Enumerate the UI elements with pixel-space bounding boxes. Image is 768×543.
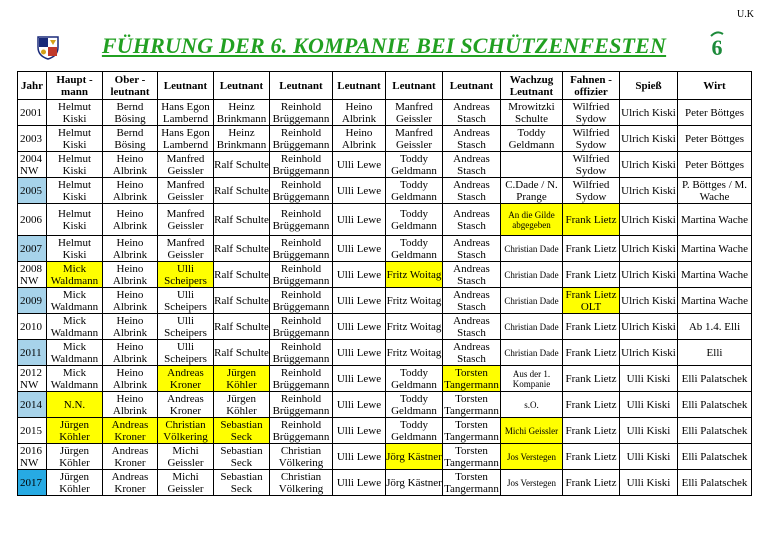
table-cell: Fritz Woitag — [386, 288, 443, 314]
year-cell: 2010 — [18, 314, 47, 340]
year-cell: 2014 — [18, 392, 47, 418]
table-cell: Heinz Brinkmann — [214, 126, 270, 152]
table-cell: Mick Waldmann — [47, 288, 103, 314]
table-cell: Manfred Geissler — [386, 100, 443, 126]
table-cell: Christian Dade — [501, 262, 563, 288]
column-header: Fahnen - offizier — [563, 72, 620, 100]
table-cell: Ulli Lewe — [333, 444, 386, 470]
table-cell: Jürgen Köhler — [214, 366, 270, 392]
table-cell: Aus der 1. Kompanie — [501, 366, 563, 392]
column-header: Leutnant — [214, 72, 270, 100]
table-cell: Andreas Stasch — [443, 236, 501, 262]
table-cell: Bernd Bösing — [103, 100, 158, 126]
table-cell: Heino Albrink — [103, 314, 158, 340]
table-cell: Michi Geissler — [501, 418, 563, 444]
table-cell: Mrowitzki Schulte — [501, 100, 563, 126]
table-cell: Ulli Scheipers — [158, 262, 214, 288]
column-header: Spieß — [620, 72, 678, 100]
table-cell: Reinhold Brüggemann — [270, 392, 333, 418]
table-cell: Heino Albrink — [103, 340, 158, 366]
table-cell: Heino Albrink — [103, 204, 158, 236]
table-row — [18, 470, 752, 496]
table-cell: Manfred Geissler — [158, 152, 214, 178]
table-cell: Reinhold Brüggemann — [270, 126, 333, 152]
table-cell: Elli Palatschek — [678, 366, 752, 392]
year-cell: 2016 NW — [18, 444, 47, 470]
table-cell: Frank Lietz — [563, 444, 620, 470]
table-cell: Sebastian Seck — [214, 418, 270, 444]
column-header: Leutnant — [270, 72, 333, 100]
table-cell: Ulrich Kiski — [620, 204, 678, 236]
year-cell: 2001 — [18, 100, 47, 126]
table-cell: Helmut Kiski — [47, 152, 103, 178]
table-cell: Michi Geissler — [158, 444, 214, 470]
table-row — [18, 444, 752, 470]
table-cell: Manfred Geissler — [158, 178, 214, 204]
table-cell: Torsten Tangermann — [444, 392, 499, 417]
column-header: Wachzug Leutnant — [501, 72, 563, 100]
table-cell: Reinhold Brüggemann — [270, 152, 333, 178]
table-cell: Reinhold Brüggemann — [270, 236, 333, 262]
table-cell: Reinhold Brüggemann — [270, 366, 333, 392]
table-cell: Frank Lietz — [563, 392, 620, 418]
page-title: FÜHRUNG DER 6. KOMPANIE BEI SCHÜTZENFESTEN — [101, 33, 667, 58]
table-cell: N.N. — [47, 392, 103, 418]
table-cell: Ralf Schulte — [214, 262, 270, 288]
table-cell: Ulli Scheipers — [158, 288, 214, 314]
table-cell: Toddy Geldmann — [386, 178, 443, 204]
table-cell: Mick Waldmann — [47, 366, 103, 392]
table-row — [18, 418, 752, 444]
table-cell: Bernd Bösing — [103, 126, 158, 152]
year-cell: 2008 NW — [18, 262, 47, 288]
table-cell: Elli — [678, 340, 752, 366]
table-cell: Wilfried Sydow — [563, 152, 620, 178]
table-cell: C.Dade / N. Prange — [501, 178, 563, 204]
table-cell: Christian Dade — [501, 314, 563, 340]
table-cell: Ulli Kiski — [620, 470, 678, 496]
svg-text:6: 6 — [711, 35, 723, 60]
table-cell: Andreas Stasch — [443, 340, 501, 366]
table-cell: Frank Lietz OLT — [563, 288, 620, 314]
table-cell: Frank Lietz — [563, 314, 620, 340]
table-cell: Christian Dade — [501, 288, 563, 314]
table-cell: Ulli Lewe — [333, 418, 386, 444]
table-cell: Ulli Lewe — [333, 204, 386, 236]
table-cell: Ralf Schulte — [214, 178, 270, 204]
table-row — [18, 392, 752, 418]
table-cell: Martina Wache — [678, 204, 752, 236]
table-cell: Jürgen Köhler — [47, 470, 103, 496]
year-cell: 2005 — [18, 178, 47, 204]
table-cell: Reinhold Brüggemann — [270, 100, 333, 126]
column-header: Leutnant — [443, 72, 501, 100]
table-cell: Christian Dade — [501, 340, 563, 366]
table-cell: Reinhold Brüggemann — [270, 288, 333, 314]
table-cell: Manfred Geissler — [158, 236, 214, 262]
table-cell: Frank Lietz — [563, 262, 620, 288]
table-row — [18, 366, 752, 392]
table-cell: Toddy Geldmann — [501, 126, 563, 152]
year-cell: 2003 — [18, 126, 47, 152]
table-cell: Reinhold Brüggemann — [270, 178, 333, 204]
year-cell: 2017 — [18, 470, 47, 496]
table-cell: P. Böttges / M. Wache — [678, 178, 752, 204]
table-cell: Heino Albrink — [103, 236, 158, 262]
column-header: Leutnant — [333, 72, 386, 100]
table-cell: Peter Böttges — [678, 152, 752, 178]
table-cell: Peter Böttges — [678, 100, 752, 126]
table-cell: Frank Lietz — [563, 236, 620, 262]
table-cell: Ulli Lewe — [333, 340, 386, 366]
table-cell: Wilfried Sydow — [563, 100, 620, 126]
table-cell: Sebastian Seck — [214, 470, 270, 496]
table-cell: Helmut Kiski — [47, 126, 103, 152]
year-cell: 2012 NW — [18, 366, 47, 392]
year-cell: 2015 — [18, 418, 47, 444]
table-cell: Andreas Kroner — [103, 444, 158, 470]
table-row — [18, 314, 752, 340]
table-cell: Mick Waldmann — [47, 340, 103, 366]
table-cell: Fritz Woitag — [386, 314, 443, 340]
table-cell: Elli Palatschek — [678, 470, 752, 496]
table-cell: Ulli Kiski — [620, 444, 678, 470]
table-cell: Helmut Kiski — [47, 100, 103, 126]
table-cell: Ulli Kiski — [620, 366, 678, 392]
table-cell: Andreas Stasch — [443, 178, 501, 204]
author-initials: U.K — [737, 9, 754, 20]
table-cell: Heino Albrink — [333, 100, 386, 126]
company-6-logo-icon — [706, 30, 728, 60]
table-cell: Jörg Kästner — [386, 444, 443, 470]
table-row — [18, 262, 752, 288]
table-cell: Elli Palatschek — [678, 392, 752, 418]
table-cell: Reinhold Brüggemann — [270, 314, 333, 340]
table-cell: Ulrich Kiski — [620, 126, 678, 152]
table-cell: Mick Waldmann — [47, 314, 103, 340]
table-cell: Reinhold Brüggemann — [270, 262, 333, 288]
table-cell: Jörg Kästner — [386, 470, 443, 496]
table-cell: Andreas Stasch — [443, 152, 501, 178]
table-cell: Ulrich Kiski — [620, 236, 678, 262]
table-cell: Michi Geissler — [158, 470, 214, 496]
table-row — [18, 100, 752, 126]
table-cell: Helmut Kiski — [47, 236, 103, 262]
table-cell: Christian Völkering — [158, 418, 214, 444]
table-cell: Martina Wache — [678, 236, 752, 262]
table-cell: Toddy Geldmann — [386, 392, 443, 418]
table-cell: Toddy Geldmann — [386, 204, 443, 236]
table-cell: Frank Lietz — [563, 418, 620, 444]
header-row — [18, 72, 752, 100]
table-cell: Heino Albrink — [103, 366, 158, 392]
table-cell: Ulli Kiski — [620, 392, 678, 418]
column-header: Leutnant — [386, 72, 443, 100]
table-cell: Elli Palatschek — [678, 418, 752, 444]
table-cell: Frank Lietz — [563, 366, 620, 392]
table-cell: Ralf Schulte — [214, 152, 270, 178]
table-cell: Ulli Lewe — [333, 236, 386, 262]
table-cell: Heino Albrink — [333, 126, 386, 152]
table-cell: Andreas Stasch — [443, 314, 501, 340]
table-cell: Jos Verstegen — [501, 444, 563, 470]
table-cell: Heino Albrink — [103, 178, 158, 204]
column-header: Wirt — [678, 72, 752, 100]
table-cell: Andreas Stasch — [443, 288, 501, 314]
year-cell: 2006 — [18, 204, 47, 236]
table-row — [18, 288, 752, 314]
table-cell: Toddy Geldmann — [386, 418, 443, 444]
table-cell: Reinhold Brüggemann — [270, 204, 333, 236]
table-cell: Manfred Geissler — [158, 204, 214, 236]
column-header: Leutnant — [158, 72, 214, 100]
table-cell: Toddy Geldmann — [386, 366, 443, 392]
table-cell: Frank Lietz — [563, 340, 620, 366]
table-cell: Ralf Schulte — [214, 340, 270, 366]
table-cell: Mick Waldmann — [47, 262, 103, 288]
table-cell: Christian Völkering — [270, 444, 333, 470]
table-cell: Martina Wache — [678, 262, 752, 288]
table-cell: s.O. — [501, 392, 563, 418]
table-cell: Andreas Kroner — [103, 470, 158, 496]
table-cell: Ralf Schulte — [214, 288, 270, 314]
table-cell: Christian Völkering — [270, 470, 333, 496]
table-cell: Ulrich Kiski — [620, 288, 678, 314]
table-cell: Heino Albrink — [103, 392, 158, 418]
table-cell: Ulli Lewe — [333, 152, 386, 178]
table-cell: Toddy Geldmann — [386, 236, 443, 262]
column-header: Jahr — [18, 72, 47, 100]
table-row — [18, 152, 752, 178]
table-cell: Jürgen Köhler — [47, 418, 103, 444]
table-cell: Reinhold Brüggemann — [270, 418, 333, 444]
table-cell: Christian Dade — [501, 236, 563, 262]
table-cell: Ulli Lewe — [333, 314, 386, 340]
year-cell: 2004 NW — [18, 152, 47, 178]
table-cell: Ulrich Kiski — [620, 152, 678, 178]
table-cell: Ab 1.4. Elli — [678, 314, 752, 340]
table-cell: Elli Palatschek — [678, 444, 752, 470]
table-cell: Ralf Schulte — [214, 204, 270, 236]
table-cell: Ralf Schulte — [214, 236, 270, 262]
table-cell: Martina Wache — [678, 288, 752, 314]
table-cell: Ulrich Kiski — [620, 178, 678, 204]
table-row — [18, 340, 752, 366]
table-cell: Ulli Scheipers — [158, 340, 214, 366]
table-cell: Heino Albrink — [103, 152, 158, 178]
table-cell: Torsten Tangermann — [444, 444, 499, 469]
year-cell: 2009 — [18, 288, 47, 314]
leadership-table — [17, 71, 752, 496]
table-cell: Ulrich Kiski — [620, 100, 678, 126]
table-cell: Frank Lietz — [563, 204, 620, 236]
table-cell: Fritz Woitag — [386, 340, 443, 366]
table-cell: Andreas Stasch — [443, 262, 501, 288]
table-cell — [501, 152, 563, 178]
column-header: Haupt - mann — [47, 72, 103, 100]
table-cell: Andreas Stasch — [443, 126, 501, 152]
table-cell: Ulli Scheipers — [158, 314, 214, 340]
table-cell: An die Gilde abgegeben — [501, 204, 563, 236]
table-cell: Frank Lietz — [563, 470, 620, 496]
table-cell: Wilfried Sydow — [563, 126, 620, 152]
table-cell: Sebastian Seck — [214, 444, 270, 470]
table-cell: Heino Albrink — [103, 262, 158, 288]
year-cell: 2007 — [18, 236, 47, 262]
table-cell: Ulli Lewe — [333, 262, 386, 288]
year-cell: 2011 — [18, 340, 47, 366]
table-cell: Ulrich Kiski — [620, 262, 678, 288]
table-cell: Jos Verstegen — [501, 470, 563, 496]
table-cell: Toddy Geldmann — [386, 152, 443, 178]
table-cell: Ulli Lewe — [333, 392, 386, 418]
table-cell: Reinhold Brüggemann — [270, 340, 333, 366]
table-cell: Andreas Stasch — [443, 100, 501, 126]
table-row — [18, 178, 752, 204]
table-cell: Torsten Tangermann — [444, 366, 499, 391]
table-cell: Heinz Brinkmann — [214, 100, 270, 126]
table-cell: Wilfried Sydow — [563, 178, 620, 204]
table-cell: Andreas Kroner — [158, 366, 214, 392]
table-cell: Andreas Kroner — [103, 418, 158, 444]
table-cell: Fritz Woitag — [386, 262, 443, 288]
column-header: Ober - leutnant — [103, 72, 158, 100]
table-row — [18, 204, 752, 236]
table-cell: Torsten Tangermann — [444, 470, 499, 495]
table-cell: Ulrich Kiski — [620, 314, 678, 340]
table-cell: Ralf Schulte — [214, 314, 270, 340]
table-cell: Helmut Kiski — [47, 178, 103, 204]
table-cell: Ulli Lewe — [333, 288, 386, 314]
table-cell: Torsten Tangermann — [444, 418, 499, 443]
table-cell: Andreas Stasch — [443, 204, 501, 236]
table-cell: Andreas Kroner — [158, 392, 214, 418]
table-cell: Ulrich Kiski — [620, 340, 678, 366]
table-cell: Peter Böttges — [678, 126, 752, 152]
table-cell: Hans Egon Lambernd — [158, 126, 214, 152]
table-cell: Ulli Kiski — [620, 418, 678, 444]
table-cell: Jürgen Köhler — [214, 392, 270, 418]
table-row — [18, 236, 752, 262]
table-cell: Helmut Kiski — [47, 204, 103, 236]
table-cell: Ulli Lewe — [333, 178, 386, 204]
table-row — [18, 126, 752, 152]
table-cell: Hans Egon Lambernd — [158, 100, 214, 126]
table-cell: Ulli Lewe — [333, 366, 386, 392]
table-cell: Manfred Geissler — [386, 126, 443, 152]
table-cell: Heino Albrink — [103, 288, 158, 314]
table-cell: Jürgen Köhler — [47, 444, 103, 470]
table-cell: Ulli Lewe — [333, 470, 386, 496]
